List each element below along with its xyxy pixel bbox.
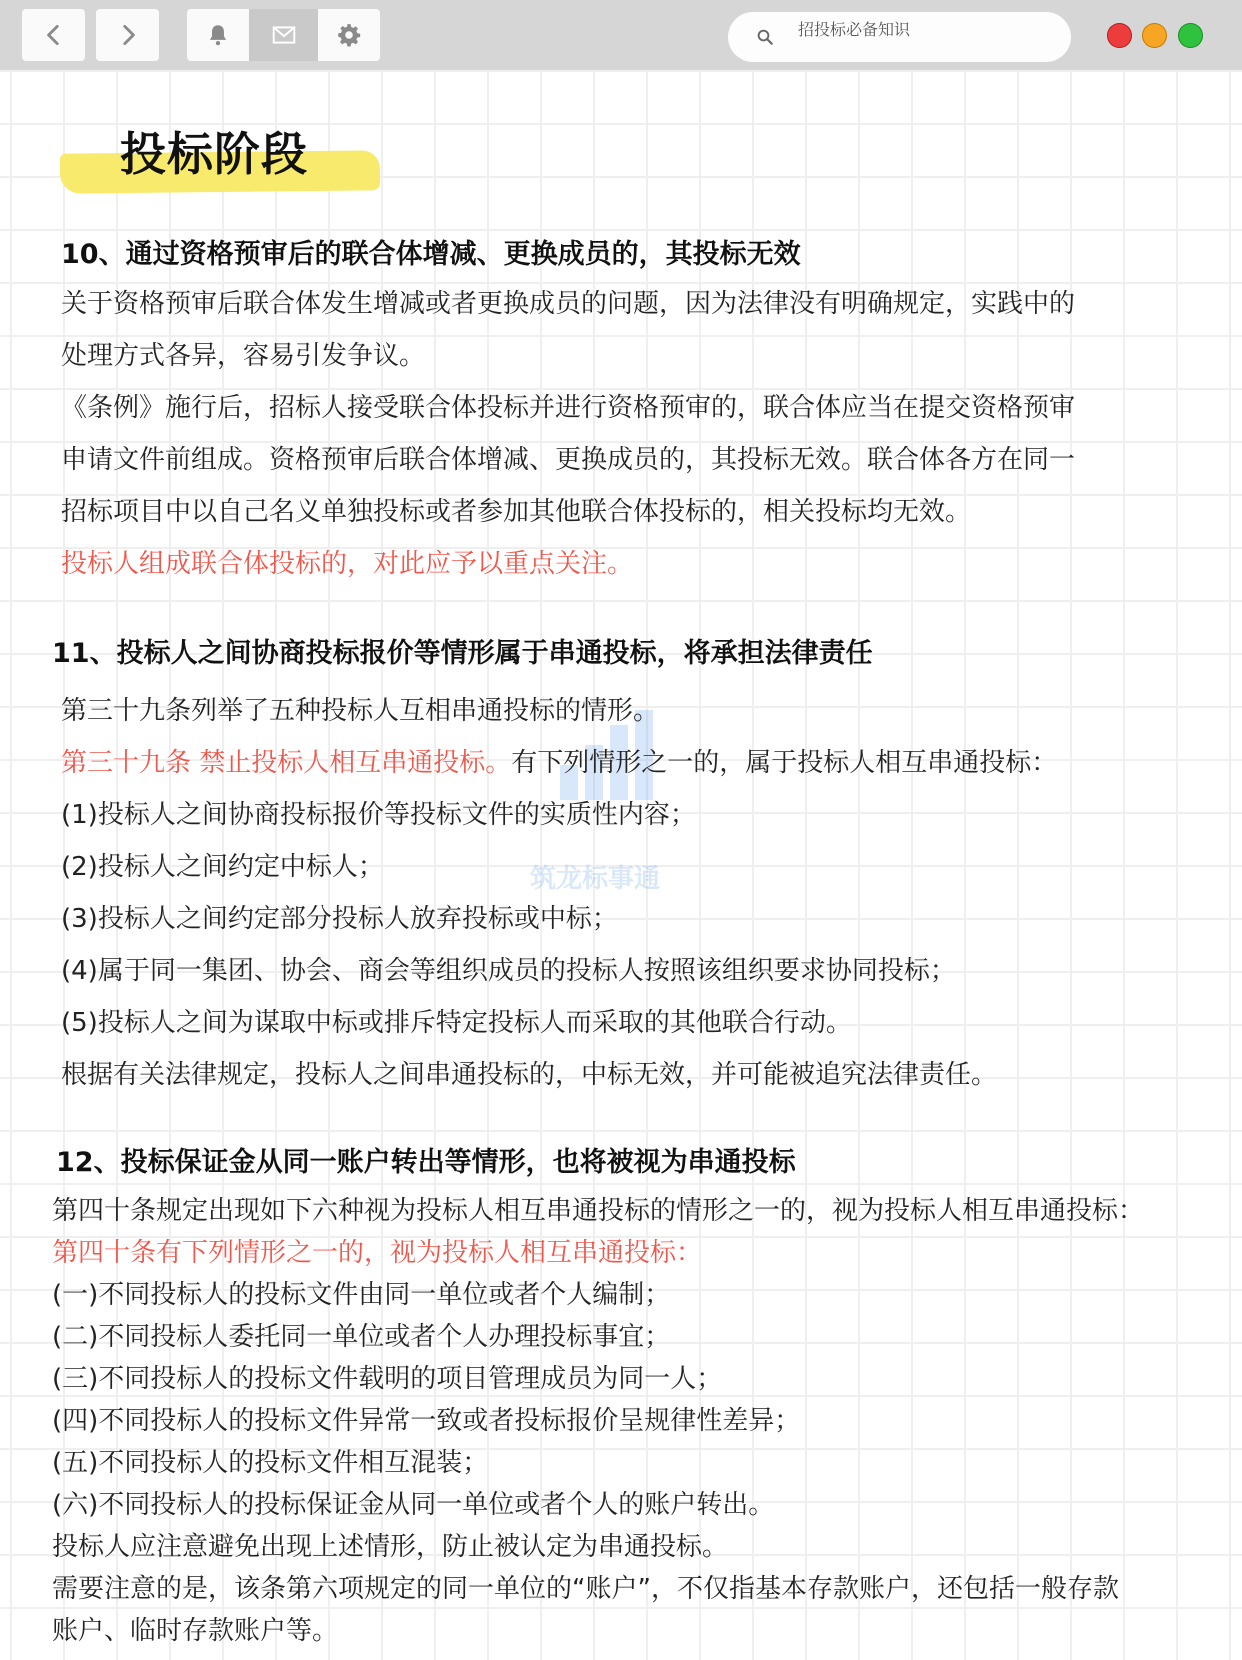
toolbar-tools [187, 9, 380, 61]
section-12-line: 账户、临时存款账户等。 [52, 1616, 339, 1646]
section-12-line: (一)不同投标人的投标文件由同一单位或者个人编制； [52, 1280, 671, 1310]
section-12-line: (三)不同投标人的投标文件载明的项目管理成员为同一人； [52, 1364, 723, 1394]
forward-button[interactable] [96, 9, 159, 61]
notifications-button[interactable] [187, 9, 249, 61]
section-11-line: (4)属于同一集团、协会、商会等组织成员的投标人按照该组织要求协同投标； [61, 956, 956, 986]
chevron-left-icon [41, 22, 67, 48]
article-39-intro: 有下列情形之一的，属于投标人相互串通投标： [511, 748, 1058, 778]
section-10-line: 《条例》施行后，招标人接受联合体投标并进行资格预审的，联合体应当在提交资格预审 [61, 393, 1076, 423]
section-11-line: (5)投标人之间为谋取中标或排斥特定投标人而采取的其他联合行动。 [61, 1008, 852, 1038]
settings-button[interactable] [318, 9, 380, 61]
section-11-line: 第三十九条列举了五种投标人互相串通投标的情形。 [61, 696, 660, 726]
section-11-line: (3)投标人之间约定部分投标人放弃投标或中标； [61, 904, 618, 934]
search-placeholder: 招投标必备知识 [798, 20, 911, 39]
search-icon [756, 28, 774, 46]
section-12-line: (六)不同投标人的投标保证金从同一单位或者个人的账户转出。 [52, 1490, 775, 1520]
section-12-line: (二)不同投标人委托同一单位或者个人办理投标事宜； [52, 1322, 671, 1352]
section-11-heading: 11、投标人之间协商投标报价等情形属于串通投标，将承担法律责任 [52, 638, 873, 669]
section-10-line: 招标项目中以自己名义单独投标或者参加其他联合体投标的，相关投标均无效。 [61, 497, 972, 527]
section-12-line: 投标人应注意避免出现上述情形，防止被认定为串通投标。 [52, 1532, 729, 1562]
section-10-highlight-note: 投标人组成联合体投标的，对此应予以重点关注。 [61, 549, 634, 579]
section-12-line: 需要注意的是，该条第六项规定的同一单位的“账户”，不仅指基本存款账户，还包括一般存款 [52, 1574, 1119, 1604]
section-10-line: 处理方式各异，容易引发争议。 [61, 341, 426, 371]
article-39-title: 第三十九条 禁止投标人相互串通投标。 [61, 748, 512, 778]
browser-toolbar [0, 0, 1242, 70]
mail-icon [271, 22, 297, 48]
section-11-line: 根据有关法律规定，投标人之间串通投标的，中标无效，并可能被追究法律责任。 [61, 1060, 998, 1090]
section-10-heading: 10、通过资格预审后的联合体增减、更换成员的，其投标无效 [61, 239, 801, 270]
section-11-line: (1)投标人之间协商投标报价等投标文件的实质性内容； [61, 800, 696, 830]
section-10-line: 申请文件前组成。资格预审后联合体增减、更换成员的，其投标无效。联合体各方在同一 [61, 445, 1076, 475]
section-11-article-line [61, 742, 1057, 779]
section-12-line: 第四十条规定出现如下六种视为投标人相互串通投标的情形之一的，视为投标人相互串通投标： [52, 1196, 1145, 1226]
section-10-line: 关于资格预审后联合体发生增减或者更换成员的问题，因为法律没有明确规定，实践中的 [61, 289, 1076, 319]
search-input[interactable] [728, 12, 1071, 62]
mail-button[interactable] [249, 9, 317, 61]
maximize-window-button[interactable] [1178, 23, 1203, 48]
bell-icon [205, 22, 231, 48]
gear-icon [336, 22, 362, 48]
page-title: 投标阶段 [120, 127, 308, 181]
close-window-button[interactable] [1107, 23, 1132, 48]
section-11-line: (2)投标人之间约定中标人； [61, 852, 384, 882]
section-12-line: (五)不同投标人的投标文件相互混装； [52, 1448, 489, 1478]
section-12-heading: 12、投标保证金从同一账户转出等情形，也将被视为串通投标 [56, 1147, 796, 1178]
back-button[interactable] [22, 9, 85, 61]
minimize-window-button[interactable] [1142, 23, 1167, 48]
watermark-text: 筑龙标事通 [530, 864, 661, 894]
chevron-right-icon [115, 22, 141, 48]
section-12-line: (四)不同投标人的投标文件异常一致或者投标报价呈规律性差异； [52, 1406, 801, 1436]
article-40-title: 第四十条有下列情形之一的，视为投标人相互串通投标： [52, 1238, 703, 1268]
